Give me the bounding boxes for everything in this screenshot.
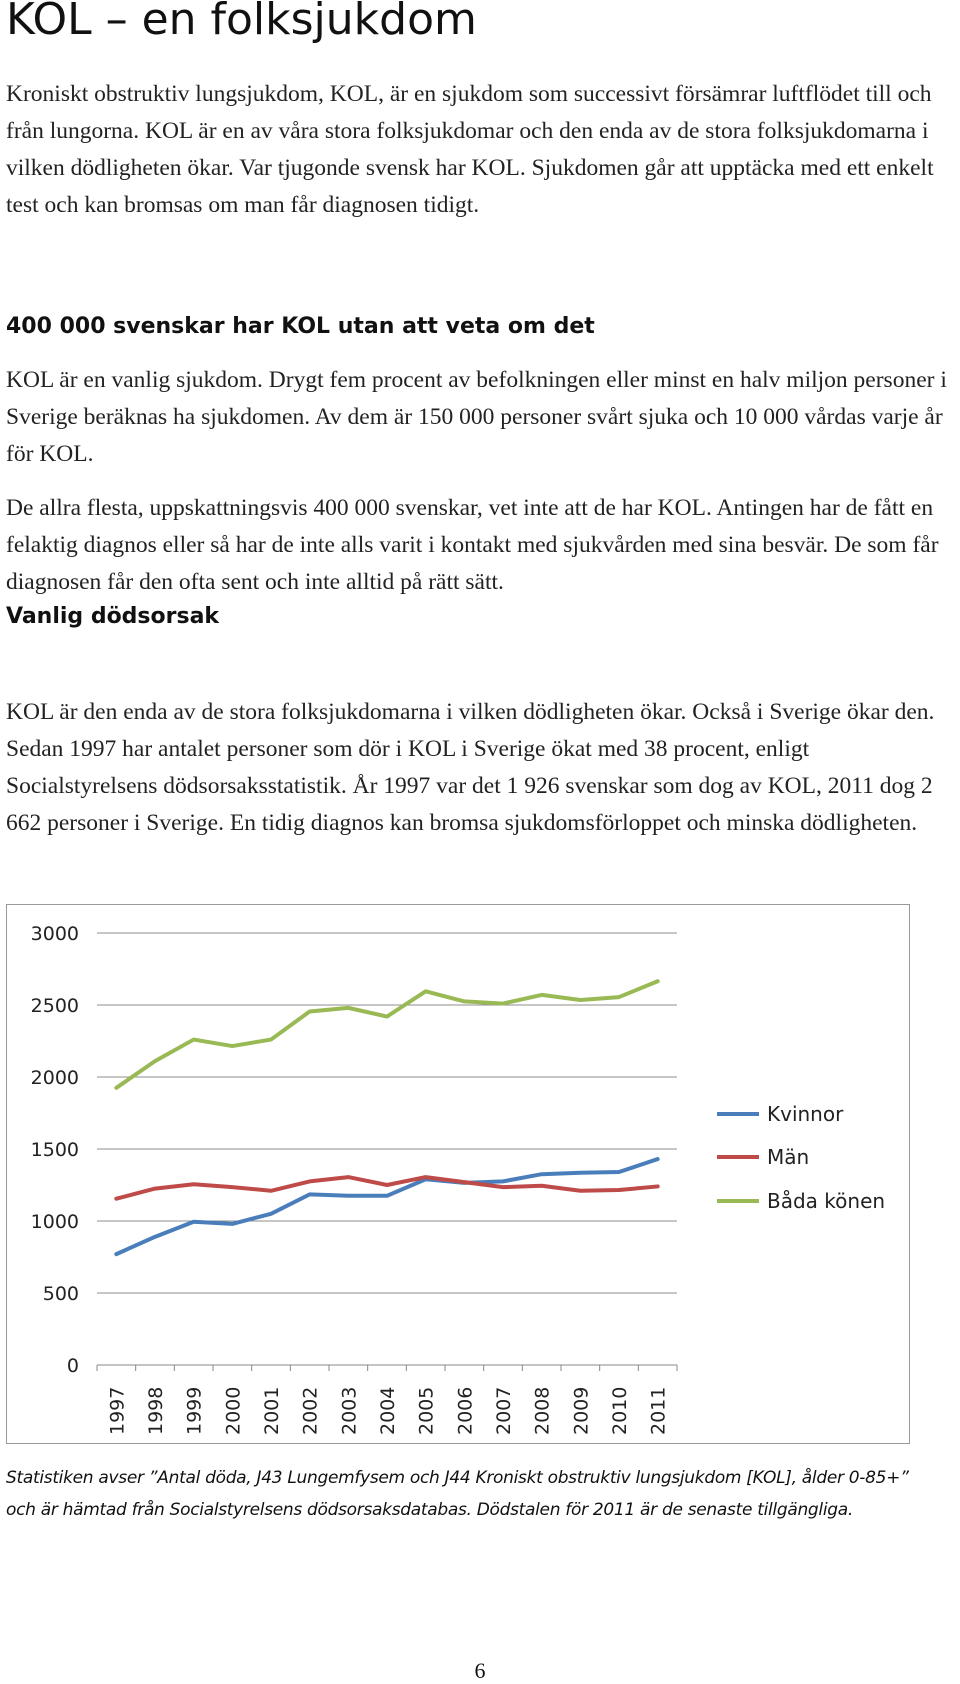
section2-paragraph-1: KOL är den enda av de stora folksjukdomarna i vilken dödligheten ökar. Också i Sverige ökar den. Sedan 1997 har antalet personer som dör i KOL i Sverige ökat med 38 procent, enligt Socialstyrelsens dödsorsaksstatistik. År 1997 var det 1 926 svenskar som dog av KOL, 2011 dog 2 662 personer i Sverige. En tidig diagnos kan bromsa sjukdomsförloppet och minska dödligheten.: [6, 699, 935, 836]
legend-label: Båda könen: [767, 1189, 886, 1213]
x-tick-label: 2011: [647, 1386, 670, 1435]
x-tick-label: 2005: [415, 1386, 438, 1435]
x-tick-label: 2006: [454, 1386, 477, 1435]
x-tick-label: 2007: [493, 1386, 515, 1435]
series-line-båda-könen: [116, 981, 657, 1088]
x-tick-label: 2004: [377, 1386, 399, 1435]
section-heading-dodsorsak: Vanlig dödsorsak: [6, 604, 220, 629]
y-tick-label: 1000: [30, 1211, 79, 1233]
chart-canvas: [7, 905, 911, 1445]
y-tick-label: 0: [66, 1355, 79, 1377]
y-tick-label: 2000: [30, 1067, 79, 1089]
x-tick-label: 1999: [183, 1386, 206, 1435]
x-tick-label: 1997: [106, 1386, 129, 1435]
x-tick-label: 2008: [531, 1386, 554, 1435]
x-tick-label: 2002: [299, 1386, 322, 1435]
y-tick-label: 1500: [30, 1139, 79, 1161]
x-tick-label: 2010: [609, 1386, 631, 1435]
x-tick-label: 2001: [261, 1386, 283, 1435]
section-heading-400000: 400 000 svenskar har KOL utan att veta om det: [6, 314, 595, 339]
y-tick-label: 500: [42, 1283, 79, 1305]
chart-caption-line-1: Statistiken avser ”Antal döda, J43 Lungemfysem och J44 Kroniskt obstruktiv lungsjukdom [KOL], ålder 0-85+”: [6, 1468, 909, 1488]
intro-paragraph: Kroniskt obstruktiv lungsjukdom, KOL, är en sjukdom som successivt försämrar luftflödet till och från lungorna. KOL är en av våra stora folksjukdomar och den enda av de stora folksjukdomarna i vilken dödligheten ökar. Var tjugonde svensk har KOL. Sjukdomen går att upptäcka med ett enkelt test och kan bromsas om man får diagnosen tidigt.: [6, 81, 934, 218]
section1-paragraph-2: De allra flesta, uppskattningsvis 400 000 svenskar, vet inte att de har KOL. Antingen har de fått en felaktig diagnos eller så har de inte alls varit i kontakt med sjukvården med sina besvär. De som får diagnosen får den ofta sent och inte alltid på rätt sätt.: [6, 495, 939, 595]
section1-paragraph-1: KOL är en vanlig sjukdom. Drygt fem procent av befolkningen eller minst en halv miljon personer i Sverige beräknas ha sjukdomen. Av dem är 150 000 personer svårt sjuka och 10 000 vårdas varje år för KOL.: [6, 367, 947, 467]
legend-label: Kvinnor: [767, 1102, 844, 1126]
x-tick-label: 2003: [338, 1386, 361, 1435]
page-number: 6: [474, 1658, 486, 1683]
y-tick-label: 3000: [30, 923, 79, 945]
y-tick-label: 2500: [30, 995, 79, 1017]
chart-caption-line-2: och är hämtad från Socialstyrelsens dödsorsaksdatabas. Dödstalen för 2011 är de senaste tillgängliga.: [6, 1500, 853, 1520]
page-title: KOL – en folksjukdom: [6, 0, 477, 45]
mortality-line-chart: [6, 904, 910, 1444]
x-tick-label: 2009: [570, 1386, 593, 1435]
series-line-kvinnor: [116, 1159, 657, 1254]
x-tick-label: 1998: [145, 1386, 167, 1435]
x-tick-label: 2000: [222, 1386, 245, 1435]
legend-label: Män: [767, 1145, 810, 1169]
